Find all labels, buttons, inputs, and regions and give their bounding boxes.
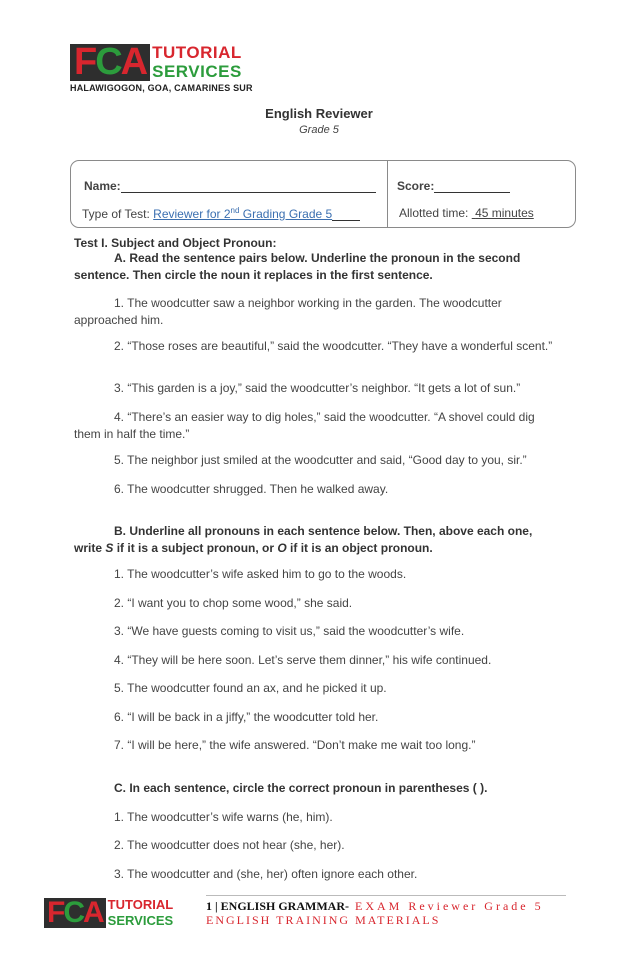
list-item: 7. “I will be here,” the wife answered. “Don’t make me wait too long.” xyxy=(114,738,476,752)
list-item: 2. The woodcutter does not hear (she, her). xyxy=(114,838,345,852)
allotted-time-field xyxy=(399,206,534,220)
part-a-instruction: A. Read the sentence pairs below. Underline the pronoun in the second sentence. Then circle the noun it replaces in the first sentence. xyxy=(74,251,521,282)
logo-word-tutorial: TUTORIAL xyxy=(152,43,242,62)
list-item: 2. “Those roses are beautiful,” said the woodcutter. “They have a wonderful scent.” xyxy=(114,339,553,353)
logo-word-services: SERVICES xyxy=(152,62,242,81)
footer-logo: FCA TUTORIAL SERVICES xyxy=(44,898,200,928)
page-number: 1 | ENGLISH GRAMMAR- xyxy=(206,899,349,913)
test-heading: Test I. Subject and Object Pronoun: xyxy=(74,236,277,250)
list-item: 5. The neighbor just smiled at the woodcutter and said, “Good day to you, sir.” xyxy=(114,453,527,467)
footer-divider xyxy=(206,895,566,896)
footer-page-line: 1 | ENGLISH GRAMMAR- EXAM Reviewer Grade 5 xyxy=(206,899,544,913)
info-box-divider xyxy=(387,161,388,227)
logo-address: HALAWIGOGON, GOA, CAMARINES SUR xyxy=(70,83,253,93)
list-item: 6. “I will be back in a jiffy,” the woodcutter told her. xyxy=(114,710,379,724)
list-item: 1. The woodcutter’s wife warns (he, him). xyxy=(114,810,333,824)
list-item: 5. The woodcutter found an ax, and he picked it up. xyxy=(114,681,387,695)
logo-mark: F C A xyxy=(70,44,150,81)
part-b-instruction: B. Underline all pronouns in each sentence below. Then, above each one, write S if it is a subject pronoun, or O if it is an object pronoun. xyxy=(74,524,533,555)
allotted-time-value: 45 minutes xyxy=(475,206,534,220)
name-label: Name: xyxy=(84,179,121,193)
test-type-value: Reviewer for 2nd Grading Grade 5 xyxy=(153,206,333,221)
list-item: 4. “There’s an easier way to dig holes,” said the woodcutter. “A shovel could dig them in half the time.” xyxy=(74,410,535,441)
name-field[interactable] xyxy=(84,178,376,193)
student-info-box xyxy=(70,160,576,228)
name-blank[interactable] xyxy=(121,178,376,193)
test-type-blank xyxy=(332,206,360,221)
list-item: 3. “This garden is a joy,” said the woodcutter’s neighbor. “It gets a lot of sun.” xyxy=(114,381,521,395)
document-subtitle: Grade 5 xyxy=(299,124,339,136)
score-blank[interactable] xyxy=(434,178,510,193)
test-type-field xyxy=(82,206,360,221)
list-item: 1. The woodcutter saw a neighbor working in the garden. The woodcutter approached him. xyxy=(74,296,502,327)
list-item: 2. “I want you to chop some wood,” she said. xyxy=(114,596,353,610)
list-item: 1. The woodcutter’s wife asked him to go to the woods. xyxy=(114,567,407,581)
list-item: 6. The woodcutter shrugged. Then he walked away. xyxy=(114,482,389,496)
test-type-label: Type of Test: xyxy=(82,207,150,221)
list-item: 4. “They will be here soon. Let’s serve them dinner,” his wife continued. xyxy=(114,653,492,667)
score-label: Score: xyxy=(397,179,435,193)
score-field[interactable] xyxy=(397,178,510,193)
allotted-time-label: Allotted time: xyxy=(399,206,469,220)
list-item: 3. “We have guests coming to visit us,” said the woodcutter’s wife. xyxy=(114,624,465,638)
list-item: 3. The woodcutter and (she, her) often ignore each other. xyxy=(114,867,418,881)
document-title: English Reviewer xyxy=(265,106,373,121)
footer-subtitle: ENGLISH TRAINING MATERIALS xyxy=(206,913,441,927)
part-c-instruction: C. In each sentence, circle the correct pronoun in parentheses ( ). xyxy=(114,781,488,795)
company-logo xyxy=(70,41,282,93)
